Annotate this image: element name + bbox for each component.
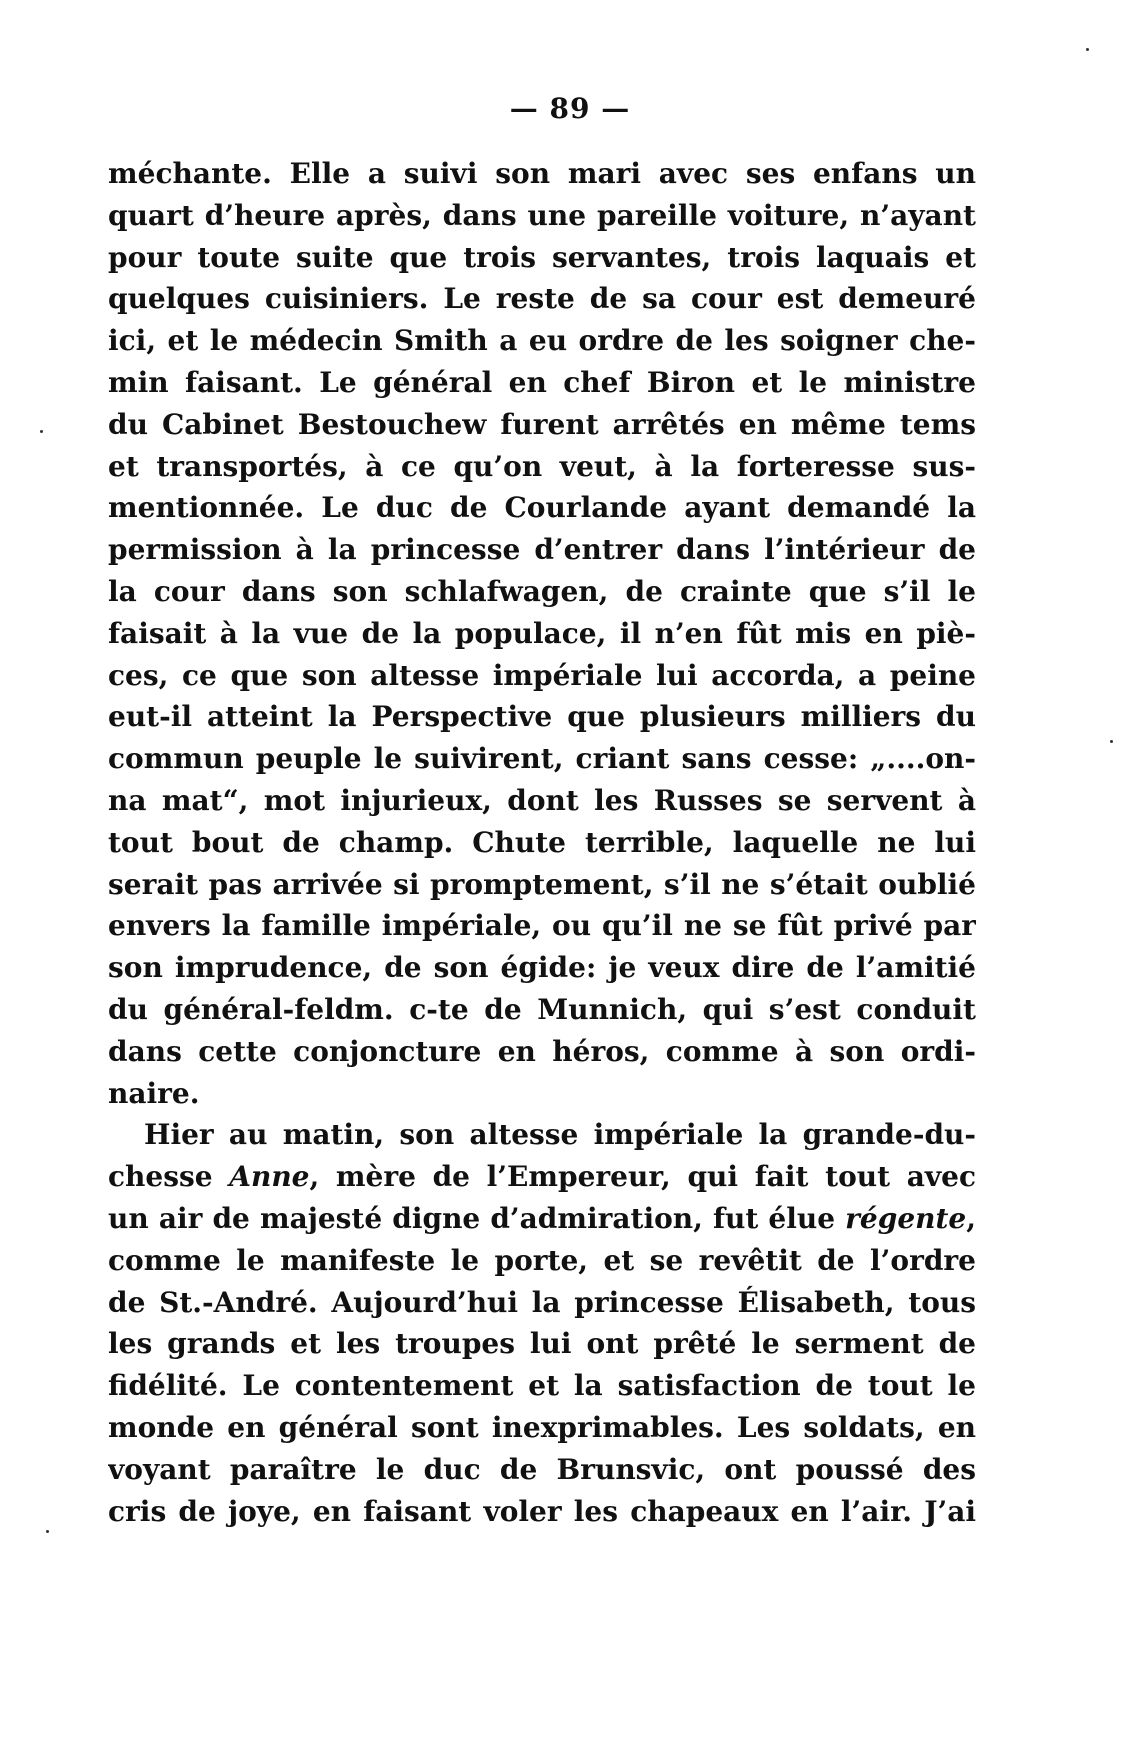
page-number: — 89 — [509, 92, 631, 125]
text-line: son imprudence, de son égide: je veux dire de l’amitié [108, 951, 976, 985]
text-line: et transportés, à ce qu’on veut, à la forteresse sus- [108, 449, 976, 483]
text-fragment: chesse [108, 1160, 230, 1194]
text-line: min faisant. Le général en chef Biron et le ministre [108, 365, 976, 399]
text-line: comme le manifeste le porte, et se revêtit de l’ordre [108, 1243, 976, 1277]
text-line: voyant paraître le duc de Brunsvic, ont poussé des [108, 1452, 976, 1486]
scan-speck [1086, 48, 1089, 51]
text-fragment: , mère de l’Empereur, qui fait tout avec [309, 1160, 976, 1194]
text-line: ces, ce que son altesse impériale lui accorda, a peine [108, 658, 976, 692]
text-line: faisait à la vue de la populace, il n’en fût mis en piè- [108, 616, 976, 650]
text-line: monde en général sont inexprimables. Les soldats, en [108, 1410, 976, 1444]
text-fragment: un air de majesté digne d’admiration, fut élue [108, 1201, 846, 1235]
text-line: méchante. Elle a suivi son mari avec ses enfans un [108, 157, 976, 190]
scan-speck [46, 1530, 49, 1533]
text-line: quelques cuisiniers. Le reste de sa cour est demeuré [108, 282, 976, 316]
text-line [108, 1198, 976, 1240]
text-line: commun peuple le suivirent, criant sans cesse: „....on- [108, 742, 976, 776]
text-fragment: , [966, 1201, 976, 1235]
text-line [108, 1156, 976, 1198]
text-line: pour toute suite que trois servantes, trois laquais et [108, 240, 976, 274]
text-line: permission à la princesse d’entrer dans l’intérieur de [108, 533, 976, 567]
text-line: serait pas arrivée si promptement, s’il ne s’était oublié [108, 867, 976, 901]
text-line: dans cette conjoncture en héros, comme à son ordi- [108, 1034, 976, 1068]
text-line: mentionnée. Le duc de Courlande ayant demandé la [108, 491, 976, 525]
emphasized-word: régente [845, 1201, 967, 1235]
text-line-paragraph-end: naire. [108, 1076, 200, 1110]
text-line: envers la famille impériale, ou qu’il ne se fût privé par [108, 909, 976, 943]
text-line: de St.-André. Aujourd’hui la princesse Élisabeth, tous [108, 1285, 976, 1319]
emphasized-name: Anne [229, 1160, 310, 1194]
text-line: la cour dans son schlafwagen, de crainte que s’il le [108, 574, 976, 608]
scan-speck [40, 430, 43, 433]
scan-speck [1110, 740, 1113, 743]
text-line: cris de joye, en faisant voler les chapeaux en l’air. J’ai [108, 1494, 976, 1528]
text-line: na mat“, mot injurieux, dont les Russes se servent à [108, 783, 976, 817]
text-line: les grands et les troupes lui ont prêté le serment de [108, 1327, 976, 1361]
body-text [108, 153, 976, 1532]
text-line: eut-il atteint la Perspective que plusieurs milliers du [108, 700, 976, 734]
text-line: fidélité. Le contentement et la satisfaction de tout le [108, 1369, 976, 1403]
text-line: tout bout de champ. Chute terrible, laquelle ne lui [108, 825, 976, 859]
text-line: du général-feldm. c-te de Munnich, qui s’est conduit [108, 992, 976, 1026]
text-line: quart d’heure après, dans une pareille voiture, n’ayant [108, 198, 976, 232]
paragraph-2-first-line: Hier au matin, son altesse impériale la grande-du- [144, 1118, 976, 1152]
text-line: du Cabinet Bestouchew furent arrêtés en même tems [108, 407, 976, 441]
text-line: ici, et le médecin Smith a eu ordre de les soigner che- [108, 324, 976, 358]
